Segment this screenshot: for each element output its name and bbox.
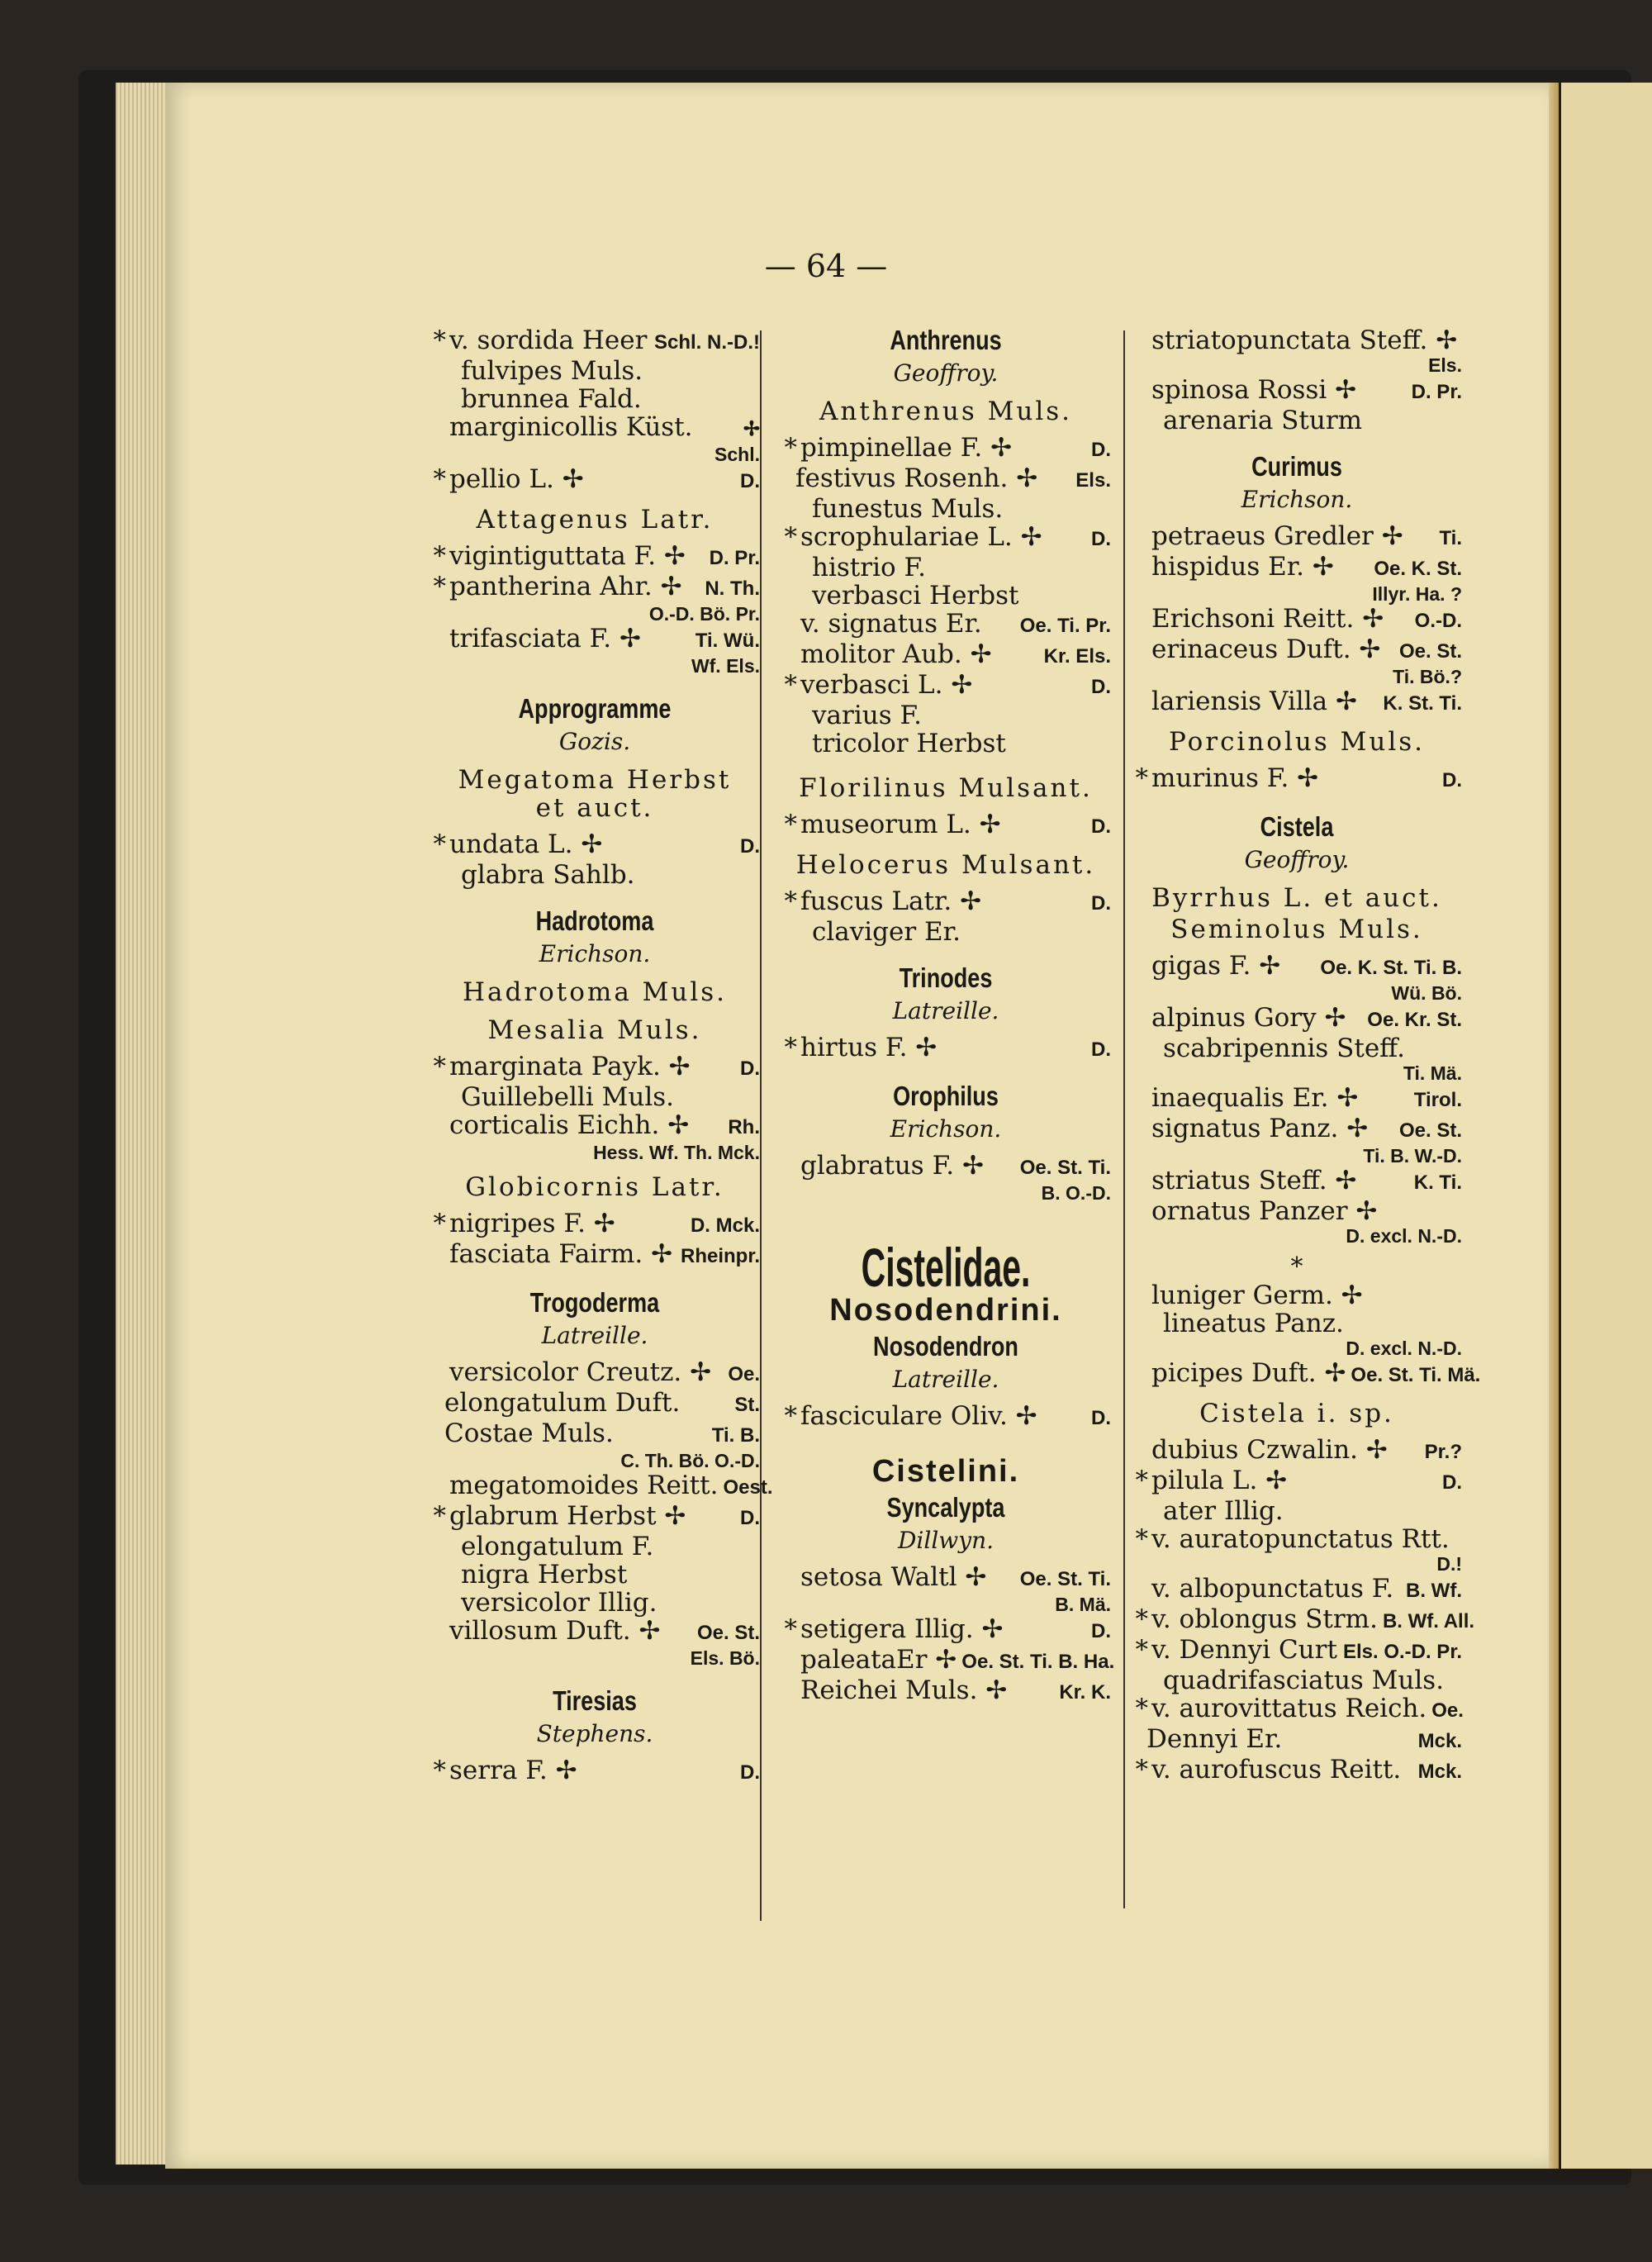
- genus-author: Latreille.: [892, 1366, 999, 1393]
- species-entry: * undata L. ✢ D.: [433, 829, 760, 859]
- genus-heading: Hadrotoma: [535, 905, 654, 936]
- subgenus-heading: Porcinolus Muls.: [1168, 727, 1426, 757]
- column-1: [430, 326, 773, 1787]
- distribution-continuation: Ti. Bö.?: [1393, 666, 1462, 687]
- genus-heading: Orophilus: [893, 1081, 999, 1111]
- genus-heading: Tiresias: [553, 1685, 637, 1716]
- species-entry: * vigintiguttata F. ✢ D. Pr.: [433, 541, 760, 571]
- species-entry: v. albopunctatus F. B. Wf.: [1151, 1574, 1462, 1604]
- distribution-continuation: Schl.: [714, 444, 760, 465]
- species-entry: dubius Czwalin. ✢ Pr.?: [1151, 1435, 1462, 1465]
- species-entry: glabratus F. ✢ Oe. St. Ti.: [800, 1151, 1111, 1181]
- species-entry: * serra F. ✢ D.: [433, 1756, 760, 1785]
- species-entry: * setigera Illig. ✢ D.: [784, 1614, 1111, 1644]
- subgenus-heading: Hadrotoma Muls.: [462, 977, 728, 1007]
- species-entry: * murinus F. ✢ D.: [1135, 763, 1462, 793]
- species-entry: * fuscus Latr. ✢ D.: [784, 886, 1111, 916]
- species-entry: * marginata Payk. ✢ D.: [433, 1052, 760, 1081]
- column-2: [781, 325, 1115, 1707]
- synonym: histrio F.: [812, 553, 927, 582]
- synonym: arenaria Sturm: [1163, 406, 1363, 435]
- species-entry: alpinus Gory ✢ Oe. Kr. St.: [1151, 1003, 1462, 1033]
- species-entry: erinaceus Duft. ✢ Oe. St.: [1151, 634, 1462, 664]
- species-entry: inaequalis Er. ✢ Tirol.: [1151, 1083, 1462, 1113]
- species-entry: spinosa Rossi ✢ D. Pr.: [1151, 375, 1462, 405]
- genus-author: Latreille.: [892, 997, 999, 1024]
- subgenus-heading: et auct.: [535, 793, 654, 823]
- synonym: quadrifasciatus Muls.: [1163, 1666, 1445, 1695]
- species-entry: * verbasci L. ✢ D.: [784, 670, 1111, 700]
- species-entry: * pantherina Ahr. ✢ N. Th.: [433, 572, 760, 601]
- distribution-continuation: Illyr. Ha. ?: [1372, 583, 1462, 605]
- genus-author: Geoffroy.: [893, 359, 999, 387]
- genus-heading: Cistela: [1260, 811, 1334, 842]
- distribution-continuation: B. Mä.: [1055, 1594, 1111, 1615]
- species-entry: marginicollis Küst. ✢: [449, 412, 760, 442]
- species-entry: striatus Steff. ✢ K. Ti.: [1151, 1166, 1462, 1195]
- subgenus-heading: Anthrenus Muls.: [819, 397, 1073, 426]
- genus-heading: Curimus: [1251, 451, 1342, 482]
- species-entry: villosum Duft. ✢ Oe. St.: [449, 1616, 760, 1646]
- species-entry: megatomoides Reitt. Oest.: [449, 1471, 773, 1500]
- species-entry: gigas F. ✢ Oe. K. St. Ti. B.: [1151, 951, 1462, 981]
- synonym: lineatus Panz.: [1163, 1309, 1344, 1338]
- species-entry: * v. sordida Heer Schl. N.-D.!: [433, 326, 760, 355]
- distribution-continuation: D.!: [1436, 1553, 1462, 1575]
- species-entry: * v. aurofuscus Reitt. Mck.: [1135, 1755, 1462, 1784]
- subgenus-heading: Seminolus Muls.: [1170, 915, 1423, 944]
- distribution-continuation: Ti. Mä.: [1403, 1062, 1462, 1084]
- species-entry: paleataEr ✢ Oe. St. Ti. B. Ha.: [800, 1645, 1115, 1675]
- species-entry: trifasciata F. ✢ Ti. Wü.: [449, 624, 760, 653]
- synonym: fulvipes Muls.: [461, 356, 643, 386]
- subgenus-heading: Globicornis Latr.: [465, 1172, 724, 1202]
- distribution-continuation: Ti. B. W.-D.: [1363, 1145, 1462, 1167]
- genus-heading: Anthrenus: [890, 325, 1002, 355]
- species-entry: * hirtus F. ✢ D.: [784, 1033, 1111, 1062]
- species-entry: * glabrum Herbst ✢ D.: [433, 1501, 760, 1531]
- species-entry: * v. oblongus Strm. B. Wf. All.: [1135, 1604, 1475, 1634]
- species-entry: fasciata Fairm. ✢ Rheinpr.: [449, 1239, 760, 1269]
- species-entry: corticalis Eichh. ✢ Rh.: [449, 1110, 760, 1140]
- species-entry: v. signatus Er. Oe. Ti. Pr.: [800, 609, 1111, 639]
- distribution-continuation: Els.: [1428, 354, 1462, 376]
- synonym: tricolor Herbst: [812, 729, 1006, 758]
- distribution-continuation: Els. Bö.: [690, 1647, 760, 1669]
- species-entry: versicolor Creutz. ✢ Oe.: [449, 1357, 760, 1387]
- section-star: *: [1290, 1252, 1303, 1281]
- genus-heading: Approgramme: [518, 693, 672, 724]
- genus-author: Gozis.: [558, 728, 631, 755]
- synonym: verbasci Herbst: [812, 581, 1019, 611]
- synonym: Guillebelli Muls.: [461, 1082, 674, 1112]
- species-entry: petraeus Gredler ✢ Ti.: [1151, 521, 1462, 551]
- tribe-heading: Cistelini.: [871, 1454, 1020, 1489]
- synonym: Dennyi Er. Mck.: [1146, 1724, 1462, 1754]
- species-entry: ornatus Panzer ✢: [1151, 1196, 1378, 1226]
- genus-heading: Trinodes: [899, 962, 993, 993]
- genus-author: Latreille.: [541, 1322, 648, 1349]
- genus-author: Geoffroy.: [1244, 846, 1350, 873]
- species-entry: * v. auratopunctatus Rtt.: [1135, 1524, 1450, 1554]
- species-entry: Reichei Muls. ✢ Kr. K.: [800, 1675, 1111, 1705]
- subgenus-heading: Mesalia Muls.: [487, 1015, 702, 1045]
- synonym: glabra Sahlb.: [461, 860, 635, 890]
- species-entry: * pimpinellae F. ✢ D.: [784, 433, 1111, 463]
- distribution-continuation: Wf. Els.: [691, 655, 760, 677]
- species-entry: * nigripes F. ✢ D. Mck.: [433, 1209, 760, 1238]
- synonym: elongatulum Duft. St.: [444, 1388, 760, 1418]
- synonym: ater Illig.: [1163, 1496, 1284, 1526]
- distribution-continuation: O.-D. Bö. Pr.: [648, 603, 760, 625]
- subgenus-heading: Cistela i. sp.: [1199, 1399, 1394, 1428]
- synonym: scabripennis Steff.: [1163, 1034, 1405, 1063]
- species-entry: * pilula L. ✢ D.: [1135, 1466, 1462, 1495]
- species-entry: * v. Dennyi Curt Els. O.-D. Pr.: [1135, 1635, 1462, 1665]
- genus-author: Stephens.: [536, 1720, 653, 1747]
- subgenus-heading: Helocerus Mulsant.: [795, 850, 1096, 880]
- species-entry: setosa Waltl ✢ Oe. St. Ti.: [800, 1562, 1111, 1592]
- synonym: versicolor Illig.: [461, 1588, 657, 1618]
- subgenus-heading: Megatoma Herbst: [458, 765, 732, 795]
- species-entry: picipes Duft. ✢ Oe. St. Ti. Mä.: [1151, 1358, 1481, 1388]
- genus-heading: Syncalypta: [886, 1492, 1005, 1523]
- species-entry: * fasciculare Oliv. ✢ D.: [784, 1401, 1111, 1431]
- species-entry: luniger Germ. ✢: [1151, 1281, 1363, 1310]
- book-gutter: [1549, 83, 1559, 2169]
- synonym: festivus Rosenh. ✢ Els.: [795, 463, 1111, 493]
- synonym: funestus Muls.: [812, 494, 1004, 524]
- species-entry: Erichsoni Reitt. ✢ O.-D.: [1151, 604, 1462, 634]
- species-entry: * museorum L. ✢ D.: [784, 810, 1111, 839]
- species-entry: striatopunctata Steff. ✢: [1151, 326, 1458, 355]
- genus-author: Erichson.: [1241, 486, 1353, 513]
- subgenus-heading: Byrrhus L. et auct.: [1151, 883, 1442, 913]
- distribution-continuation: D. excl. N.-D.: [1346, 1225, 1462, 1247]
- species-entry: hispidus Er. ✢ Oe. K. St.: [1151, 552, 1462, 582]
- species-entry: signatus Panz. ✢ Oe. St.: [1151, 1114, 1462, 1143]
- synonym: varius F.: [812, 701, 922, 730]
- page-number: — 64 —: [764, 248, 888, 284]
- synonym: claviger Er.: [812, 917, 961, 947]
- subgenus-heading: Florilinus Mulsant.: [799, 773, 1093, 803]
- synonym: brunnea Fald.: [461, 384, 642, 414]
- synonym: elongatulum F.: [461, 1532, 654, 1561]
- facing-page-edge: [1561, 83, 1652, 2169]
- distribution-continuation: Hess. Wf. Th. Mck.: [593, 1142, 760, 1163]
- species-entry: * v. aurovittatus Reich. Oe.: [1135, 1694, 1464, 1723]
- column-3: [1132, 326, 1481, 1786]
- genus-author: Dillwyn.: [897, 1527, 995, 1554]
- genus-heading: Nosodendron: [873, 1331, 1018, 1361]
- species-entry: lariensis Villa ✢ K. St. Ti.: [1151, 687, 1462, 716]
- distribution-continuation: D. excl. N.-D.: [1346, 1338, 1462, 1359]
- synonym: nigra Herbst: [461, 1560, 628, 1590]
- family-heading: Cistelidae.: [861, 1237, 1031, 1298]
- column-rule: [1123, 330, 1125, 1908]
- synonym: Costae Muls. Ti. B.: [444, 1419, 760, 1448]
- distribution-continuation: B. O.-D.: [1041, 1182, 1111, 1204]
- tribe-heading: Nosodendrini.: [829, 1293, 1062, 1328]
- genus-heading: Trogoderma: [529, 1287, 660, 1318]
- subgenus-heading: Attagenus Latr.: [476, 505, 714, 535]
- species-entry: * pellio L. ✢ D.: [433, 464, 760, 494]
- distribution-continuation: C. Th. Bö. O.-D.: [620, 1450, 760, 1471]
- genus-author: Erichson.: [539, 940, 651, 967]
- column-rule: [760, 330, 762, 1921]
- species-entry: * scrophulariae L. ✢ D.: [784, 522, 1111, 552]
- genus-author: Erichson.: [890, 1115, 1002, 1143]
- species-entry: molitor Aub. ✢ Kr. Els.: [800, 639, 1111, 669]
- distribution-continuation: Wü. Bö.: [1391, 982, 1462, 1004]
